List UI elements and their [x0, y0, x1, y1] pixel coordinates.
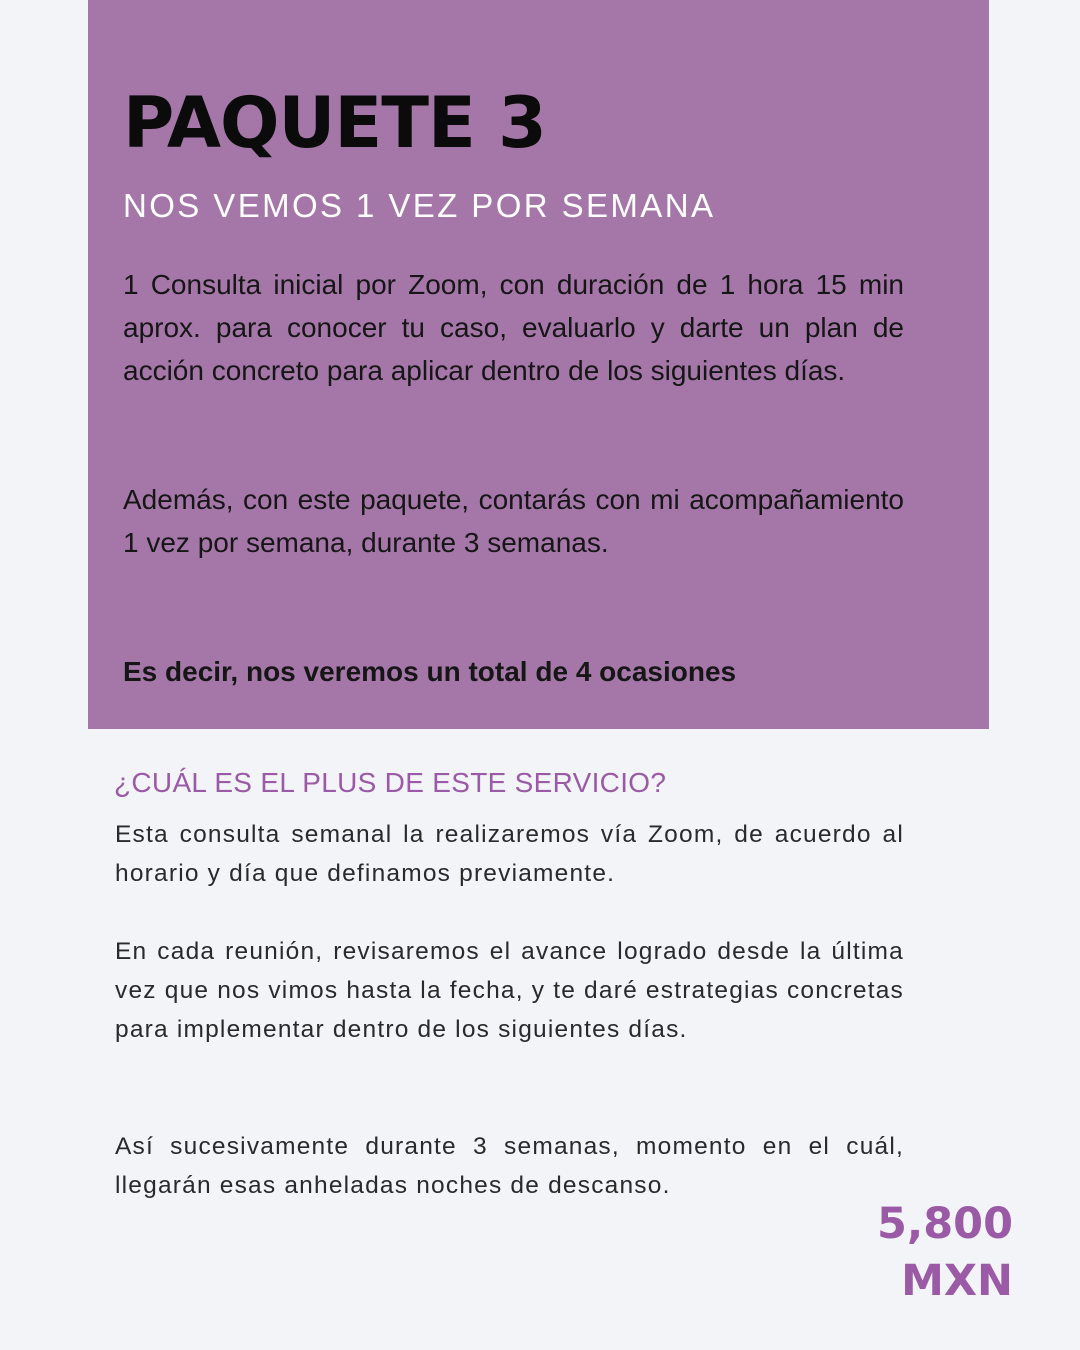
- plus-paragraph-1: Esta consulta semanal la realizaremos vía Zoom, de acuerdo al horario y día que definamos previamente.: [115, 821, 904, 887]
- package-card: [88, 0, 989, 729]
- price-amount: 5,800: [876, 1199, 1013, 1249]
- plus-paragraph-2: En cada reunión, revisaremos el avance logrado desde la última vez que nos vimos hasta la fecha, y te daré estrategias concretas para implementar dentro de los siguientes días.: [115, 938, 904, 1043]
- package-title: PAQUETE 3: [123, 82, 546, 164]
- package-description: 1 Consulta inicial por Zoom, con duración de 1 hora 15 min aprox. para conocer tu caso, evaluarlo y darte un plan de acción concreto para aplicar dentro de los siguientes días.: [123, 269, 904, 386]
- plus-paragraph-3: Así sucesivamente durante 3 semanas, momento en el cuál, llegarán esas anheladas noches de descanso.: [115, 1133, 904, 1199]
- package-subtitle: NOS VEMOS 1 VEZ POR SEMANA: [123, 187, 716, 224]
- package-accompaniment: Además, con este paquete, contarás con mi acompañamiento 1 vez por semana, durante 3 semanas.: [123, 484, 904, 558]
- price: [877, 1196, 1013, 1310]
- price-currency: MXN: [901, 1256, 1013, 1306]
- package-highlight: Es decir, nos veremos un total de 4 ocasiones: [123, 656, 737, 687]
- plus-heading: ¿CUÁL ES EL PLUS DE ESTE SERVICIO?: [114, 767, 667, 798]
